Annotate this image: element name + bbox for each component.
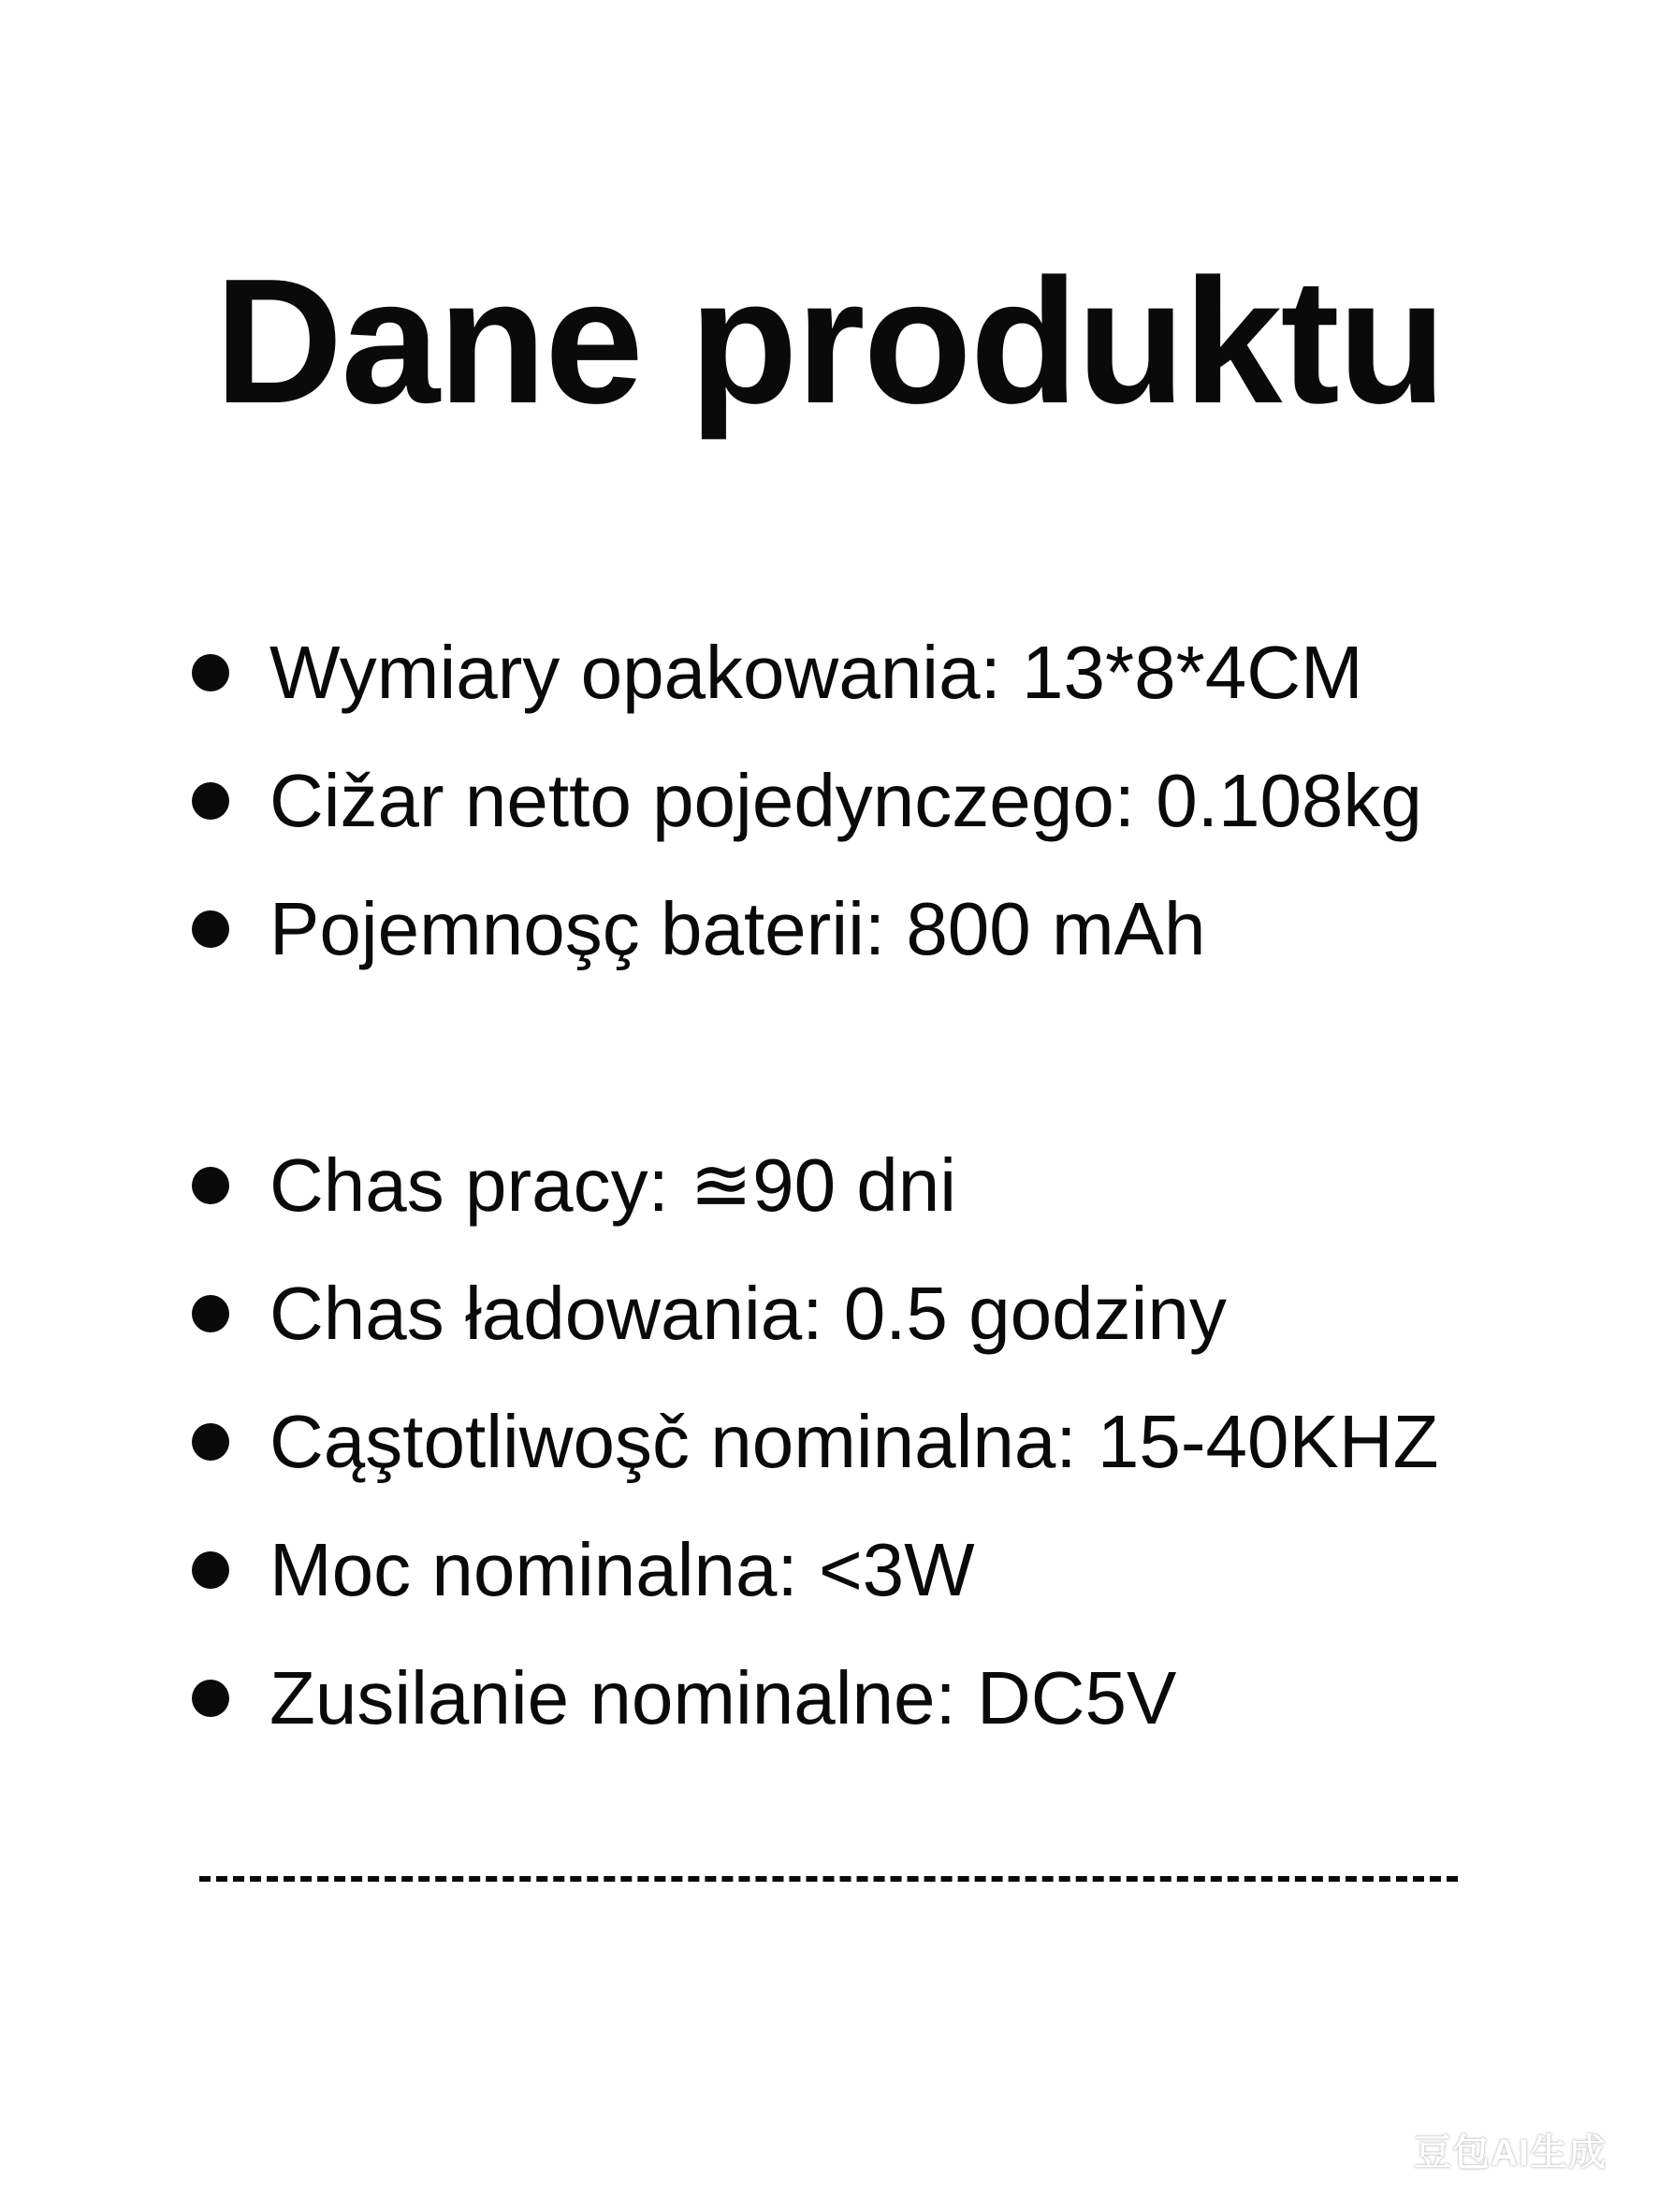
spec-text: Cižar netto pojedynczego: 0.108kg	[269, 758, 1422, 842]
spec-text: Zusilanie nominalne: DC5V	[269, 1655, 1177, 1739]
dashed-divider	[199, 1876, 1458, 1882]
spec-list-operation	[192, 1121, 1438, 1762]
list-item	[192, 1121, 1438, 1249]
bullet-icon	[192, 782, 229, 820]
spec-list-packaging	[192, 608, 1422, 993]
bullet-icon	[192, 1167, 229, 1204]
list-item	[192, 736, 1422, 865]
bullet-icon	[192, 1423, 229, 1461]
bullet-icon	[192, 1680, 229, 1717]
list-item	[192, 1377, 1438, 1506]
list-item	[192, 608, 1422, 736]
spec-text: Cąştotliwoşč nominalna: 15-40KHZ	[269, 1399, 1439, 1483]
list-item	[192, 1506, 1438, 1634]
list-item	[192, 1249, 1438, 1377]
page-title: Dane produktu	[214, 242, 1445, 441]
spec-text: Moc nominalna: <3W	[269, 1527, 975, 1611]
bullet-icon	[192, 654, 229, 691]
spec-text: Chas ładowania: 0.5 godziny	[269, 1271, 1227, 1355]
list-item	[192, 1634, 1438, 1762]
spec-text: Pojemnoşç baterii: 800 mAh	[269, 886, 1206, 970]
spec-text: Wymiary opakowania: 13*8*4CM	[269, 630, 1363, 714]
bullet-icon	[192, 910, 229, 948]
list-item	[192, 865, 1422, 993]
watermark-text: 豆包AI生成	[1414, 2132, 1607, 2174]
spec-text: Chas pracy: ≊90 dni	[269, 1142, 957, 1227]
bullet-icon	[192, 1551, 229, 1589]
bullet-icon	[192, 1295, 229, 1332]
